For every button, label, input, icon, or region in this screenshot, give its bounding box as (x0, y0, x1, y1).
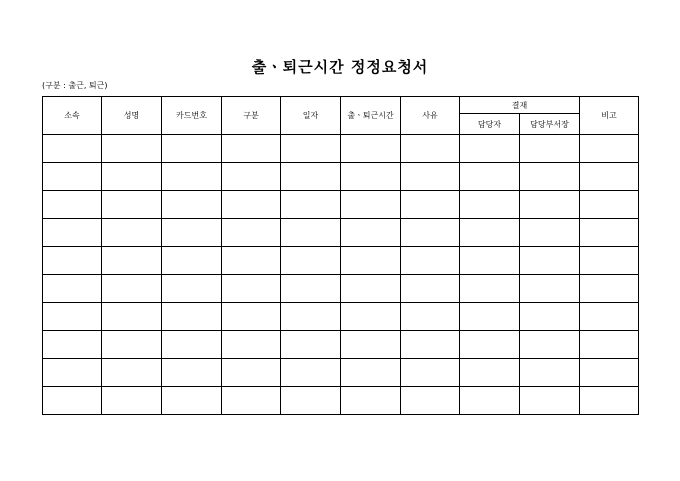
table-cell[interactable] (162, 387, 222, 415)
table-cell[interactable] (43, 275, 102, 303)
header-approval: 결재 (460, 97, 580, 114)
table-cell[interactable] (460, 247, 520, 275)
table-cell[interactable] (102, 163, 162, 191)
table-cell[interactable] (341, 303, 401, 331)
header-category: 구분 (222, 97, 281, 135)
table-cell[interactable] (341, 191, 401, 219)
table-cell[interactable] (43, 387, 102, 415)
table-cell[interactable] (341, 387, 401, 415)
table-cell[interactable] (43, 219, 102, 247)
category-note: (구분 : 출근, 퇴근) (42, 81, 108, 90)
table-cell[interactable] (102, 275, 162, 303)
table-row (43, 163, 639, 191)
table-cell[interactable] (460, 191, 520, 219)
table-cell[interactable] (341, 275, 401, 303)
table-cell[interactable] (520, 303, 580, 331)
table-cell[interactable] (162, 359, 222, 387)
table-cell[interactable] (162, 219, 222, 247)
table-cell[interactable] (162, 135, 222, 163)
table-cell[interactable] (460, 163, 520, 191)
table-cell[interactable] (43, 359, 102, 387)
table-cell[interactable] (460, 331, 520, 359)
table-cell[interactable] (43, 303, 102, 331)
table-cell[interactable] (401, 219, 460, 247)
table-cell[interactable] (222, 303, 281, 331)
table-cell[interactable] (281, 191, 341, 219)
table-row (43, 219, 639, 247)
table-cell[interactable] (222, 191, 281, 219)
header-reason: 사유 (401, 97, 460, 135)
table-cell[interactable] (43, 191, 102, 219)
table-cell[interactable] (102, 135, 162, 163)
table-cell[interactable] (580, 191, 639, 219)
table-row (43, 247, 639, 275)
table-cell[interactable] (401, 275, 460, 303)
table-cell[interactable] (520, 359, 580, 387)
header-remarks: 비고 (580, 97, 639, 135)
table-cell[interactable] (401, 191, 460, 219)
table-cell[interactable] (162, 247, 222, 275)
table-cell[interactable] (460, 135, 520, 163)
table-cell[interactable] (520, 219, 580, 247)
table-cell[interactable] (102, 219, 162, 247)
table-cell[interactable] (222, 331, 281, 359)
table-cell[interactable] (43, 163, 102, 191)
table-cell[interactable] (460, 387, 520, 415)
table-cell[interactable] (222, 387, 281, 415)
table-row (43, 135, 639, 163)
table-cell[interactable] (43, 331, 102, 359)
table-cell[interactable] (102, 191, 162, 219)
table-cell[interactable] (580, 275, 639, 303)
table-cell[interactable] (580, 135, 639, 163)
header-time: 출ㆍ퇴근시간 (341, 97, 401, 135)
table-cell[interactable] (162, 191, 222, 219)
table-cell[interactable] (102, 247, 162, 275)
table-body (43, 135, 639, 415)
table-cell[interactable] (341, 135, 401, 163)
table-cell[interactable] (162, 275, 222, 303)
table-cell[interactable] (281, 163, 341, 191)
table-cell[interactable] (520, 247, 580, 275)
table-cell[interactable] (341, 163, 401, 191)
table-cell[interactable] (281, 303, 341, 331)
table-cell[interactable] (401, 135, 460, 163)
table-cell[interactable] (580, 359, 639, 387)
document-title: 출ㆍ퇴근시간 정정요청서 (251, 58, 429, 76)
table-cell[interactable] (281, 331, 341, 359)
table-cell[interactable] (401, 387, 460, 415)
table-cell[interactable] (401, 163, 460, 191)
table-cell[interactable] (580, 387, 639, 415)
table-cell[interactable] (222, 275, 281, 303)
table-row (43, 387, 639, 415)
table-cell[interactable] (520, 331, 580, 359)
header-approval-dept-head: 담당부서장 (520, 114, 580, 135)
table-cell[interactable] (520, 275, 580, 303)
table-cell[interactable] (401, 331, 460, 359)
table-cell[interactable] (580, 247, 639, 275)
table-cell[interactable] (460, 303, 520, 331)
table-row (43, 303, 639, 331)
header-name: 성명 (102, 97, 162, 135)
table-cell[interactable] (281, 135, 341, 163)
table-cell[interactable] (102, 359, 162, 387)
table-cell[interactable] (460, 359, 520, 387)
table-cell[interactable] (281, 275, 341, 303)
table-cell[interactable] (162, 303, 222, 331)
table-cell[interactable] (102, 387, 162, 415)
table-cell[interactable] (102, 331, 162, 359)
table-row (43, 359, 639, 387)
table-cell[interactable] (401, 247, 460, 275)
table-cell[interactable] (341, 359, 401, 387)
table-cell[interactable] (102, 303, 162, 331)
table-cell[interactable] (222, 163, 281, 191)
header-affiliation: 소속 (43, 97, 102, 135)
table-row (43, 331, 639, 359)
table-cell[interactable] (580, 163, 639, 191)
table-cell[interactable] (43, 135, 102, 163)
table-cell[interactable] (520, 191, 580, 219)
table-cell[interactable] (520, 163, 580, 191)
table-cell[interactable] (580, 219, 639, 247)
table-cell[interactable] (43, 247, 102, 275)
correction-request-table (42, 96, 639, 415)
table-cell[interactable] (341, 331, 401, 359)
table-cell[interactable] (222, 219, 281, 247)
table-cell[interactable] (222, 247, 281, 275)
table-cell[interactable] (460, 219, 520, 247)
table-cell[interactable] (341, 219, 401, 247)
header-card-number: 카드번호 (162, 97, 222, 135)
table-cell[interactable] (162, 331, 222, 359)
table-cell[interactable] (401, 303, 460, 331)
table-cell[interactable] (162, 163, 222, 191)
table-cell[interactable] (520, 387, 580, 415)
table-cell[interactable] (281, 387, 341, 415)
table-cell[interactable] (460, 275, 520, 303)
table-cell[interactable] (580, 331, 639, 359)
table-cell[interactable] (401, 359, 460, 387)
table-cell[interactable] (281, 359, 341, 387)
table-row (43, 191, 639, 219)
table-cell[interactable] (222, 359, 281, 387)
table-cell[interactable] (580, 303, 639, 331)
header-date: 일자 (281, 97, 341, 135)
table-cell[interactable] (341, 247, 401, 275)
table-cell[interactable] (281, 247, 341, 275)
table-cell[interactable] (222, 135, 281, 163)
header-approval-manager: 담당자 (460, 114, 520, 135)
table-row (43, 275, 639, 303)
table-cell[interactable] (281, 219, 341, 247)
table-cell[interactable] (520, 135, 580, 163)
